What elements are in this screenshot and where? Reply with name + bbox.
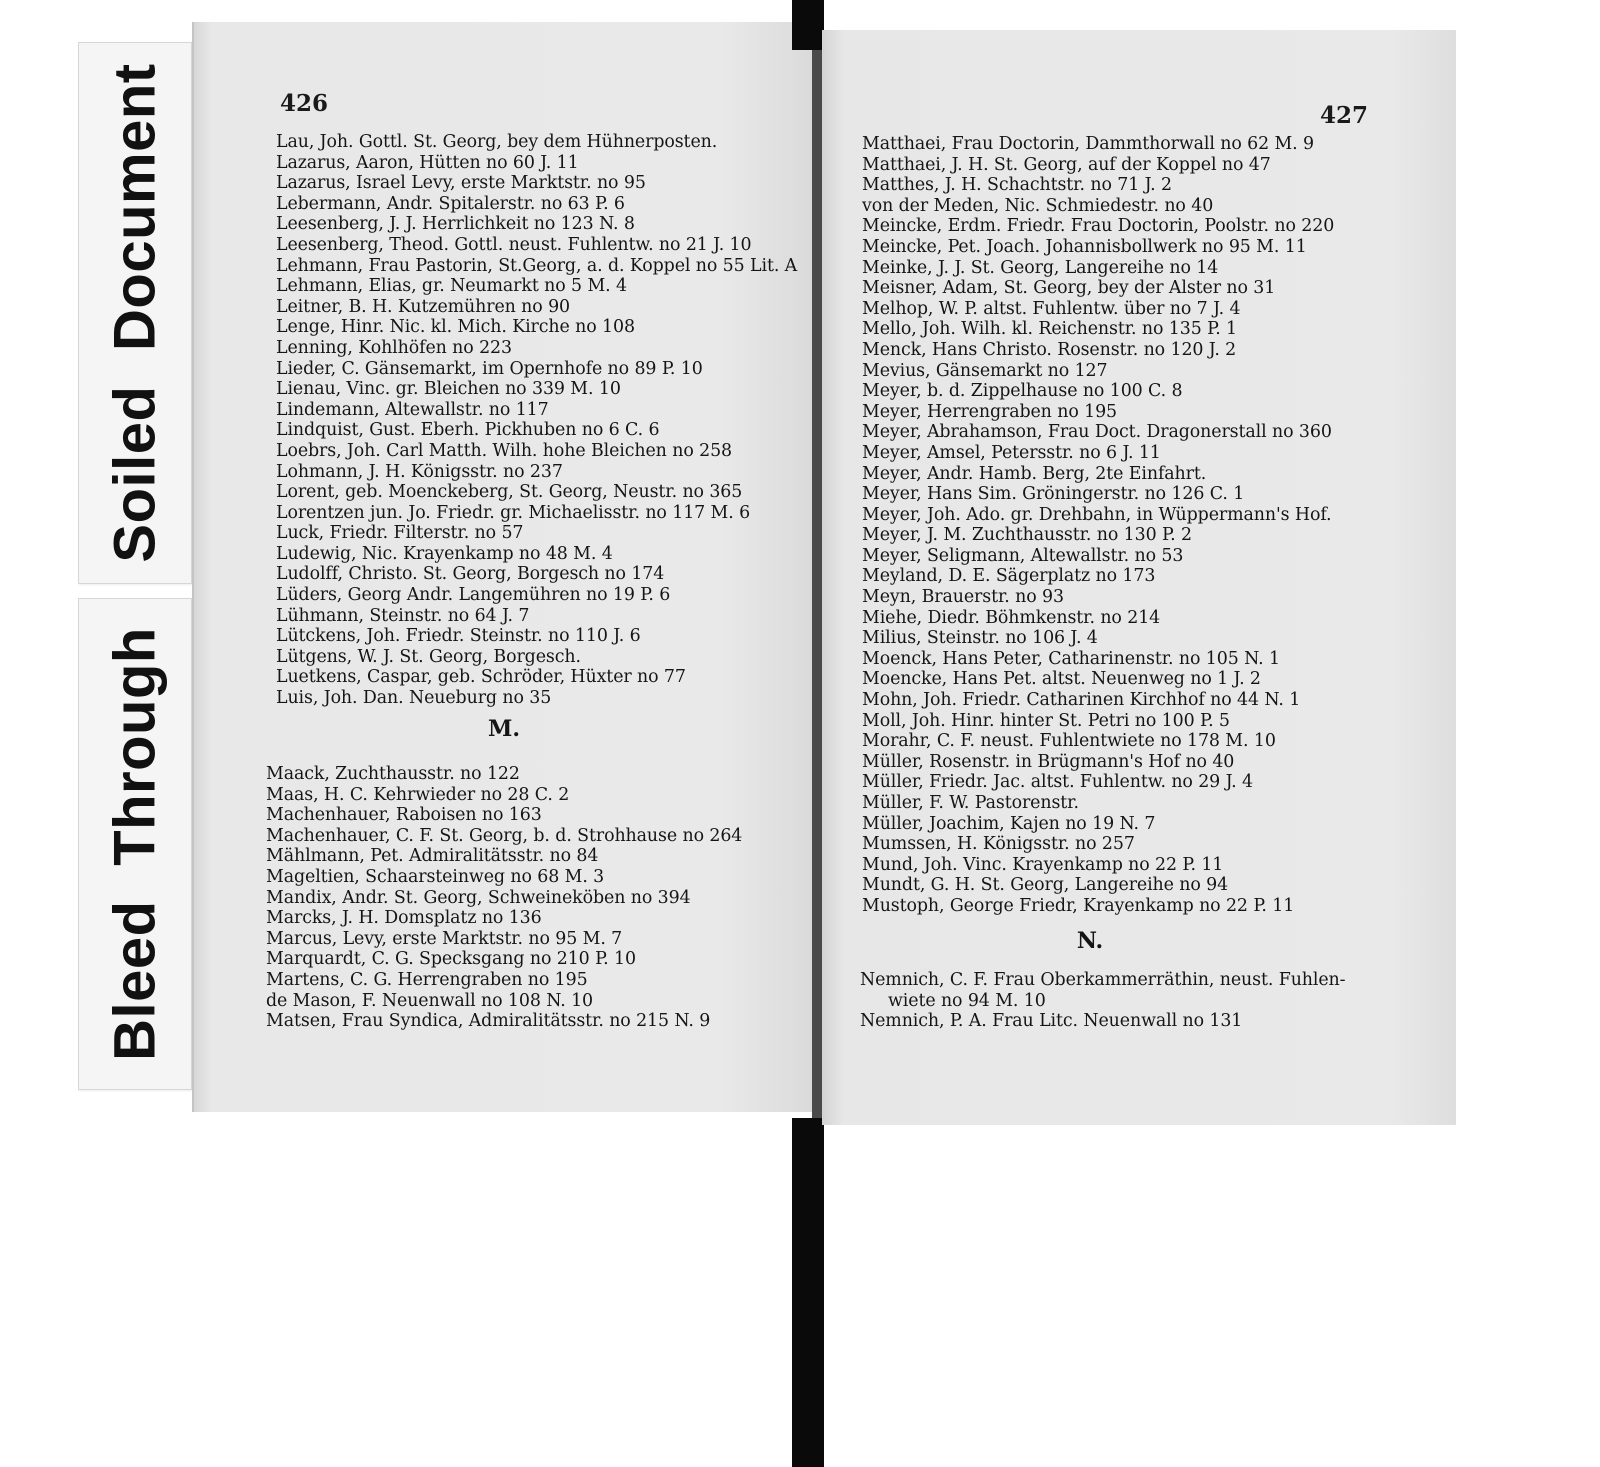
directory-entry: Mevius, Gänsemarkt no 127 [862, 360, 1108, 381]
directory-entry: Lienau, Vinc. gr. Bleichen no 339 M. 10 [276, 379, 621, 400]
directory-entry: Luis, Joh. Dan. Neueburg no 35 [276, 688, 552, 709]
section-heading-n: N. [1076, 928, 1104, 954]
binding-clip-bottom [792, 1118, 824, 1467]
directory-entry: von der Meden, Nic. Schmiedestr. no 40 [862, 195, 1214, 216]
directory-entry: Matthaei, Frau Doctorin, Dammthorwall no 62 M. 9 [862, 134, 1315, 154]
directory-entry: Lazarus, Israel Levy, erste Marktstr. no 95 [276, 173, 646, 194]
directory-entry: Mählmann, Pet. Admiralitätsstr. no 84 [266, 846, 599, 867]
bleed-through-label-text: Bleed Through [102, 627, 168, 1061]
directory-entry: Maas, H. C. Kehrwieder no 28 C. 2 [266, 784, 570, 805]
directory-entry: Mageltien, Schaarsteinweg no 68 M. 3 [266, 866, 605, 887]
directory-entry: Meyer, Herrengraben no 195 [862, 401, 1118, 422]
directory-entry: Lieder, C. Gänsemarkt, im Opernhofe no 89 P. 10 [276, 358, 703, 379]
directory-entry: Meincke, Pet. Joach. Johannisbollwerk no 95 M. 11 [862, 236, 1307, 257]
directory-entry: Mundt, G. H. St. Georg, Langereihe no 94 [862, 875, 1229, 896]
directory-entry: Luetkens, Caspar, geb. Schröder, Hüxter no 77 [276, 667, 686, 688]
section-heading-m: M. [487, 716, 520, 742]
binding-clip-top [792, 0, 824, 50]
directory-entry: Marcks, J. H. Domsplatz no 136 [266, 908, 542, 929]
directory-entry: Meyer, Abrahamson, Frau Doct. Dragonerstall no 360 [862, 422, 1332, 443]
directory-entry: Meyer, Andr. Hamb. Berg, 2te Einfahrt. [862, 463, 1207, 484]
directory-entry: Lenge, Hinr. Nic. kl. Mich. Kirche no 108 [276, 317, 635, 338]
directory-entry: Miehe, Diedr. Böhmkenstr. no 214 [862, 607, 1161, 628]
directory-entry: Ludolff, Christo. St. Georg, Borgesch no 174 [276, 564, 665, 585]
directory-entry: Meyer, Amsel, Petersstr. no 6 J. 11 [862, 442, 1161, 463]
directory-entry: Leitner, B. H. Kutzemühren no 90 [276, 296, 571, 317]
page-number-left: 426 [280, 90, 329, 117]
directory-entry: Milius, Steinstr. no 106 J. 4 [862, 628, 1098, 649]
directory-entry: Lühmann, Steinstr. no 64 J. 7 [276, 605, 530, 626]
directory-entry: Moenck, Hans Peter, Catharinenstr. no 105 N. 1 [862, 648, 1280, 669]
directory-entry: Meinke, J. J. St. Georg, Langereihe no 14 [862, 257, 1219, 278]
directory-entry: Machenhauer, Raboisen no 163 [266, 805, 542, 826]
directory-entry: Lindemann, Altewallstr. no 117 [276, 399, 549, 420]
left-page-entries-l [276, 132, 797, 709]
directory-entry: Lorentzen jun. Jo. Friedr. gr. Michaelisstr. no 117 M. 6 [276, 502, 751, 523]
directory-entry: Matthes, J. H. Schachtstr. no 71 J. 2 [862, 175, 1172, 196]
directory-entry: Matsen, Frau Syndica, Admiralitätsstr. no 215 N. 9 [266, 1011, 711, 1032]
directory-entry: Mumssen, H. Königsstr. no 257 [862, 834, 1135, 855]
right-page-entries-n [860, 970, 1345, 1032]
directory-entry: Lütgens, W. J. St. Georg, Borgesch. [276, 646, 581, 667]
soiled-document-label-text: Soiled Document [102, 63, 168, 563]
directory-entry: Machenhauer, C. F. St. Georg, b. d. Strohhause no 264 [266, 825, 743, 846]
directory-entry: Mustoph, George Friedr, Krayenkamp no 22 P. 11 [862, 895, 1295, 916]
directory-entry: Meyer, b. d. Zippelhause no 100 C. 8 [862, 381, 1183, 402]
directory-entry: Meyer, Joh. Ado. gr. Drehbahn, in Wüppermann's Hof. [862, 504, 1332, 525]
directory-entry: Mund, Joh. Vinc. Krayenkamp no 22 P. 11 [862, 854, 1224, 875]
directory-entry: de Mason, F. Neuenwall no 108 N. 10 [266, 990, 594, 1011]
directory-entry: Marquardt, C. G. Specksgang no 210 P. 10 [266, 949, 636, 970]
directory-entry: Meincke, Erdm. Friedr. Frau Doctorin, Poolstr. no 220 [862, 216, 1335, 237]
directory-entry: Meyer, J. M. Zuchthausstr. no 130 P. 2 [862, 525, 1192, 546]
directory-entry: Leesenberg, Theod. Gottl. neust. Fuhlentw. no 21 J. 10 [276, 234, 752, 255]
directory-entry: Mello, Joh. Wilh. kl. Reichenstr. no 135 P. 1 [862, 319, 1238, 340]
directory-entry: Moencke, Hans Pet. altst. Neuenweg no 1 J. 2 [862, 669, 1261, 690]
directory-entry: Ludewig, Nic. Krayenkamp no 48 M. 4 [276, 543, 613, 564]
directory-entry: Martens, C. G. Herrengraben no 195 [266, 969, 588, 990]
directory-entry: Meyn, Brauerstr. no 93 [862, 587, 1064, 608]
directory-entry: Meyer, Seligmann, Altewallstr. no 53 [862, 545, 1184, 566]
directory-entry: Loebrs, Joh. Carl Matth. Wilh. hohe Bleichen no 258 [276, 440, 733, 461]
directory-entry: Moll, Joh. Hinr. hinter St. Petri no 100 P. 5 [862, 710, 1230, 731]
directory-entry: Nemnich, C. F. Frau Oberkammerräthin, neust. Fuhlen- [860, 970, 1346, 990]
directory-entry: Marcus, Levy, erste Marktstr. no 95 M. 7 [266, 928, 623, 949]
directory-entry: Lütckens, Joh. Friedr. Steinstr. no 110 J. 6 [276, 626, 641, 647]
directory-entry: Morahr, C. F. neust. Fuhlentwiete no 178 M. 10 [862, 731, 1276, 752]
directory-entry: Lehmann, Frau Pastorin, St.Georg, a. d. Koppel no 55 Lit. A [276, 255, 798, 276]
directory-entry: Nemnich, P. A. Frau Litc. Neuenwall no 131 [860, 1011, 1243, 1032]
bleed-through-label [78, 598, 192, 1090]
left-page-entries-m [266, 764, 742, 1032]
directory-entry: Lehmann, Elias, gr. Neumarkt no 5 M. 4 [276, 276, 627, 297]
right-page [822, 30, 1456, 1125]
book-gutter [812, 20, 822, 1120]
right-page-entries-m [862, 134, 1334, 917]
directory-entry: Mandix, Andr. St. Georg, Schweineköben no 394 [266, 887, 691, 908]
directory-entry: Melhop, W. P. altst. Fuhlentw. über no 7 J. 4 [862, 298, 1241, 319]
directory-entry: Meyer, Hans Sim. Gröningerstr. no 126 C. 1 [862, 484, 1245, 505]
directory-entry: Meyland, D. E. Sägerplatz no 173 [862, 566, 1156, 587]
soiled-document-label [78, 42, 192, 584]
directory-entry: Matthaei, J. H. St. Georg, auf der Koppel no 47 [862, 154, 1271, 175]
directory-entry: Lüders, Georg Andr. Langemühren no 19 P. 6 [276, 585, 671, 606]
directory-entry: Leesenberg, J. J. Herrlichkeit no 123 N. 8 [276, 214, 635, 235]
directory-entry: Müller, F. W. Pastorenstr. [862, 793, 1079, 813]
directory-entry: Lenning, Kohlhöfen no 223 [276, 337, 512, 358]
directory-entry: wiete no 94 M. 10 [888, 990, 1046, 1011]
page-number-right: 427 [1320, 102, 1369, 129]
directory-entry: Luck, Friedr. Filterstr. no 57 [276, 523, 524, 544]
directory-entry: Lorent, geb. Moenckeberg, St. Georg, Neustr. no 365 [276, 482, 743, 503]
directory-entry: Lau, Joh. Gottl. St. Georg, bey dem Hühnerposten. [276, 132, 718, 152]
directory-entry: Müller, Joachim, Kajen no 19 N. 7 [862, 813, 1156, 834]
directory-entry: Mohn, Joh. Friedr. Catharinen Kirchhof no 44 N. 1 [862, 690, 1301, 711]
directory-entry: Maack, Zuchthausstr. no 122 [266, 764, 520, 784]
directory-entry: Lohmann, J. H. Königsstr. no 237 [276, 461, 563, 482]
left-page [192, 22, 814, 1112]
directory-entry: Lebermann, Andr. Spitalerstr. no 63 P. 6 [276, 193, 625, 214]
directory-entry: Lazarus, Aaron, Hütten no 60 J. 11 [276, 152, 579, 173]
directory-entry: Müller, Friedr. Jac. altst. Fuhlentw. no 29 J. 4 [862, 772, 1253, 793]
directory-entry: Meisner, Adam, St. Georg, bey der Alster no 31 [862, 278, 1276, 299]
directory-entry: Menck, Hans Christo. Rosenstr. no 120 J. 2 [862, 339, 1237, 360]
directory-entry: Lindquist, Gust. Eberh. Pickhuben no 6 C. 6 [276, 420, 660, 441]
directory-entry: Müller, Rosenstr. in Brügmann's Hof no 40 [862, 751, 1235, 772]
